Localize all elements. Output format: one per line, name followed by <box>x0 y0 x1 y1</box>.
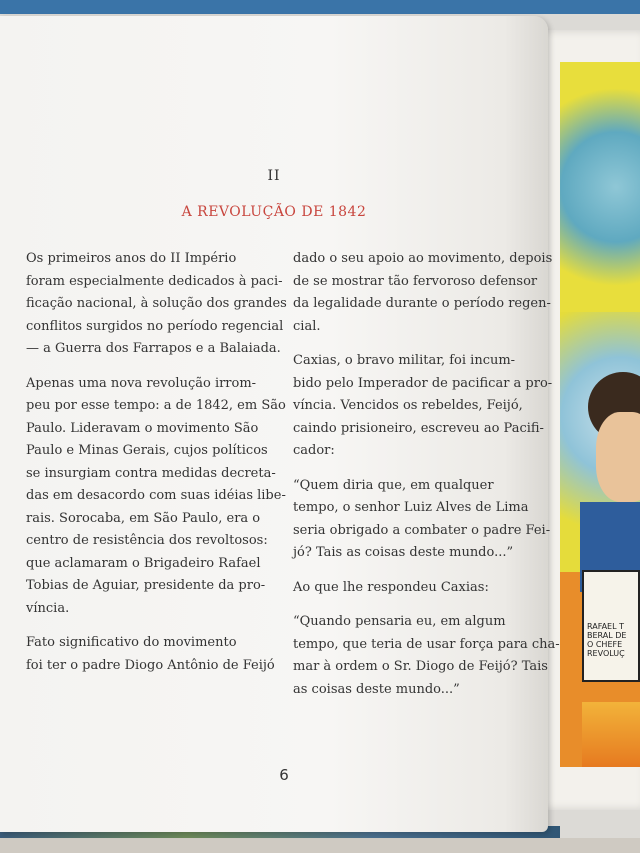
text-line: Tobias de Aguiar, presidente da pro- <box>26 578 266 593</box>
text-line: Apenas uma nova revolução irrom- <box>26 375 257 391</box>
caption-line: RAFAEL T <box>587 622 624 631</box>
text-line: se insurgiam contra medidas decreta- <box>26 465 276 481</box>
paragraph <box>26 373 286 621</box>
text-line: jó? Tais as coisas deste mundo...” <box>293 545 514 560</box>
illustration-scene-bottom <box>582 702 640 767</box>
paragraph <box>293 611 560 701</box>
paragraph <box>293 350 553 463</box>
table-surface <box>0 838 640 853</box>
text-line: víncia. <box>26 600 70 616</box>
portrait-face <box>596 412 640 502</box>
text-line: Paulo. Lideravam o movimento São <box>26 420 259 436</box>
text-line: foram especialmente dedicados à paci- <box>26 273 283 289</box>
text-line: conflitos surgidos no período regencial <box>26 318 284 334</box>
chapter-title: A REVOLUÇÃO DE 1842 <box>181 204 367 220</box>
text-line: Fato significativo do movimento <box>26 635 237 650</box>
text-line: bido pelo Imperador de pacificar a pro- <box>293 375 553 391</box>
text-line: dado o seu apoio ao movimento, depois <box>293 251 553 266</box>
book-page <box>0 16 560 832</box>
text-line: peu por esse tempo: a de 1842, em São <box>26 398 286 413</box>
illustration-scene-top <box>560 62 640 312</box>
text-line: cial. <box>293 318 321 334</box>
text-line: centro de resistência dos revoltosos: <box>26 533 268 548</box>
text-column-right <box>293 248 560 713</box>
text-line: Paulo e Minas Gerais, cujos políticos <box>26 443 268 458</box>
paragraph <box>293 577 533 600</box>
paragraph <box>26 632 276 677</box>
illustration-caption-box <box>582 570 640 682</box>
text-line: tempo, que teria de usar força para cha- <box>293 636 560 652</box>
facing-page-illustration <box>560 62 640 767</box>
text-line: — a Guerra dos Farrapos e a Balaiada. <box>26 341 281 356</box>
paragraph <box>293 248 553 338</box>
text-line: “Quem diria que, em qualquer <box>293 477 494 493</box>
text-line: rais. Sorocaba, em São Paulo, era o <box>26 510 261 526</box>
text-line: Caxias, o bravo militar, foi incum- <box>293 353 516 368</box>
paragraph <box>26 248 287 361</box>
text-line: caindo prisioneiro, escreveu ao Pacifi- <box>293 420 544 436</box>
text-line: Os primeiros anos do II Império <box>26 251 237 266</box>
text-line: de se mostrar tão fervoroso defensor <box>293 273 538 289</box>
caption-line: BERAL DE <box>587 631 627 640</box>
text-line: das em desacordo com suas idéias libe- <box>26 488 286 503</box>
text-line: da legalidade durante o período regen- <box>293 296 551 311</box>
chapter-number: II <box>267 168 281 184</box>
text-line: tempo, o senhor Luiz Alves de Lima <box>293 500 529 515</box>
text-column-left <box>26 248 287 689</box>
text-line: cador: <box>293 443 335 458</box>
text-line: seria obrigado a combater o padre Fei- <box>293 522 551 538</box>
paragraph <box>293 475 551 565</box>
text-line: foi ter o padre Diogo Antônio de Feijó <box>26 657 275 673</box>
text-line: “Quando pensaria eu, em algum <box>293 614 506 629</box>
text-line: as coisas deste mundo...” <box>293 681 460 697</box>
text-line: que aclamaram o Brigadeiro Rafael <box>26 555 261 571</box>
caption-line: O CHEFE <box>587 640 623 649</box>
text-line: ficação nacional, à solução dos grandes <box>26 296 287 311</box>
text-line: mar à ordem o Sr. Diogo de Feijó? Tais <box>293 659 548 674</box>
text-line: Ao que lhe respondeu Caxias: <box>293 579 489 595</box>
page-number: 6 <box>279 766 289 784</box>
caption-line: REVOLUÇ <box>587 649 625 658</box>
text-line: víncia. Vencidos os rebeldes, Feijó, <box>293 398 523 413</box>
